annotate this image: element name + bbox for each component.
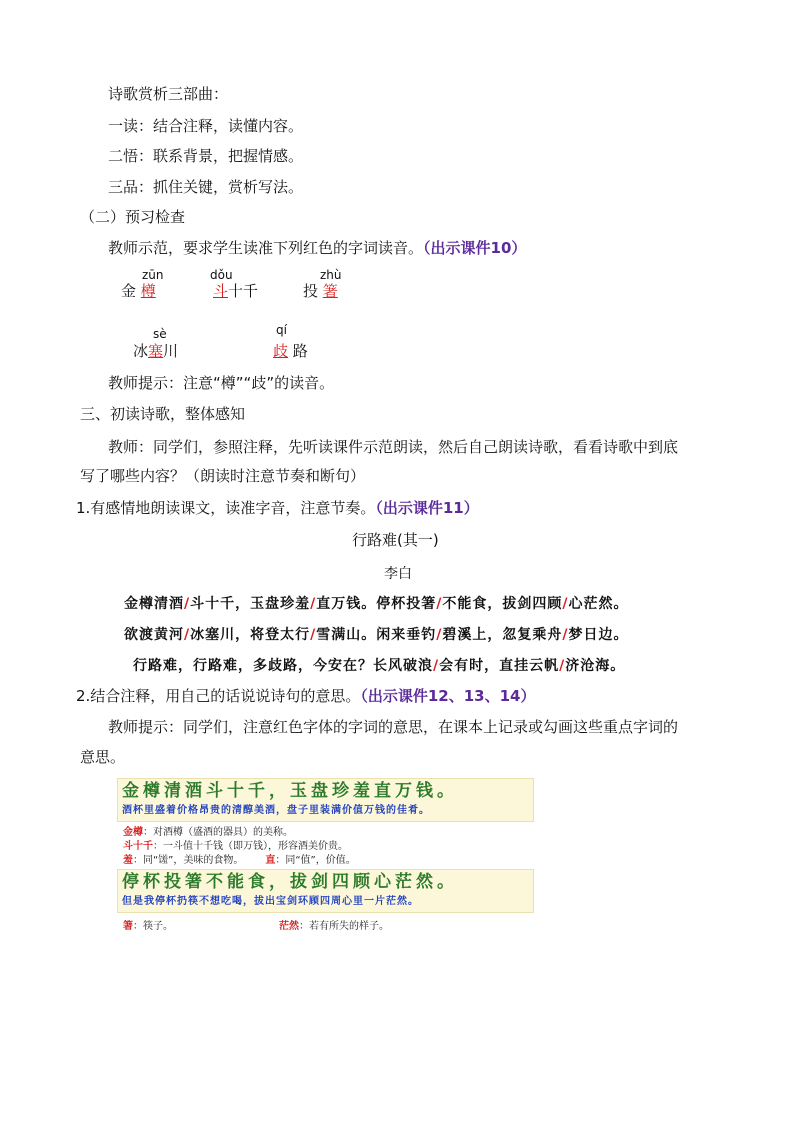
pinyin-qi: qí	[276, 323, 287, 337]
preview-heading: （二）预习检查	[80, 208, 186, 226]
word-qilu: 歧 路	[273, 342, 308, 360]
slide-2-note-2: 茫然：若有所失的样子。	[279, 921, 389, 932]
poem-title: 行路难(其一)	[352, 531, 439, 549]
intro-step-1: 一读：结合注释，读懂内容。	[108, 117, 304, 135]
pinyin-zhu: zhù	[320, 268, 342, 282]
slide-2-line: 停杯投箸不能食，拔剑四顾心茫然。	[122, 872, 458, 892]
section3-para-2: 写了哪些内容？（朗读时注意节奏和断句）	[80, 467, 366, 485]
pinyin-se: sè	[153, 327, 167, 341]
courseware-ref: （出示课件12、13、14）	[360, 687, 536, 705]
slide-1-note-2: 斗十千：一斗值十千钱（即万钱），形容酒美价贵。	[123, 841, 348, 852]
item-1: 1.有感情地朗读课文，读准字音，注意节奏。（出示课件11）	[76, 499, 479, 517]
intro-step-3: 三品：抓住关键，赏析写法。	[108, 178, 304, 196]
pinyin-zun: zūn	[142, 268, 164, 282]
poem-line-3: 行路难，行路难，多歧路，今安在？长风破浪/会有时，直挂云帆/济沧海。	[133, 658, 626, 674]
poem-line-1: 金樽清酒/斗十千，玉盘珍羞/直万钱。停杯投箸/不能食，拔剑四顾/心茫然。	[124, 596, 629, 612]
slide-2-note-1: 箸：筷子。	[123, 921, 173, 932]
slide-1-translation: 酒杯里盛着价格昂贵的清醇美酒，盘子里装满价值万钱的佳肴。	[122, 805, 430, 816]
slide-1-note-1: 金樽：对酒樽（盛酒的器具）的美称。	[123, 827, 293, 838]
pinyin-dou: dǒu	[210, 268, 233, 282]
courseware-slide-1	[117, 778, 534, 822]
poem-author: 李白	[384, 566, 412, 582]
intro-title: 诗歌赏析三部曲：	[108, 85, 229, 103]
section3-para-1: 教师：同学们，参照注释，先听读课件示范朗读，然后自己朗读诗歌，看看诗歌中到底	[108, 438, 679, 456]
poem-line-2: 欲渡黄河/冰塞川，将登太行/雪满山。闲来垂钓/碧溪上，忽复乘舟/梦日边。	[124, 627, 629, 643]
courseware-ref: （出示课件11）	[375, 499, 479, 517]
slide-1-line: 金樽清酒斗十千，玉盘珍羞直万钱。	[122, 781, 458, 801]
word-touzhu: 投 箸	[303, 282, 338, 300]
courseware-ref: （出示课件10）	[423, 239, 527, 257]
word-doushiqian: 斗十千	[213, 282, 259, 300]
item2-tip-1: 教师提示：同学们，注意红色字体的字词的意思，在课本上记录或勾画这些重点字词的	[108, 718, 679, 736]
intro-step-2: 二悟：联系背景，把握情感。	[108, 147, 304, 165]
item-2: 2.结合注释，用自己的话说说诗句的意思。（出示课件12、13、14）	[76, 687, 536, 705]
slide-1-note-3: 羞：同“馐”，美味的食物。 直：同“值”，价值。	[123, 855, 356, 866]
preview-instruction: 教师示范，要求学生读准下列红色的字词读音。（出示课件10）	[108, 239, 527, 257]
slide-2-translation: 但是我停杯扔筷不想吃喝，拔出宝剑环顾四周心里一片茫然。	[122, 896, 419, 907]
courseware-slide-2	[117, 869, 534, 913]
section3-heading: 三、初读诗歌，整体感知	[80, 405, 246, 423]
word-jinzun: 金 樽	[121, 282, 156, 300]
word-bingsaichuan: 冰塞川	[133, 342, 179, 360]
item2-tip-2: 意思。	[80, 748, 126, 766]
preview-tip: 教师提示：注意“樽”“歧”的读音。	[108, 374, 335, 392]
